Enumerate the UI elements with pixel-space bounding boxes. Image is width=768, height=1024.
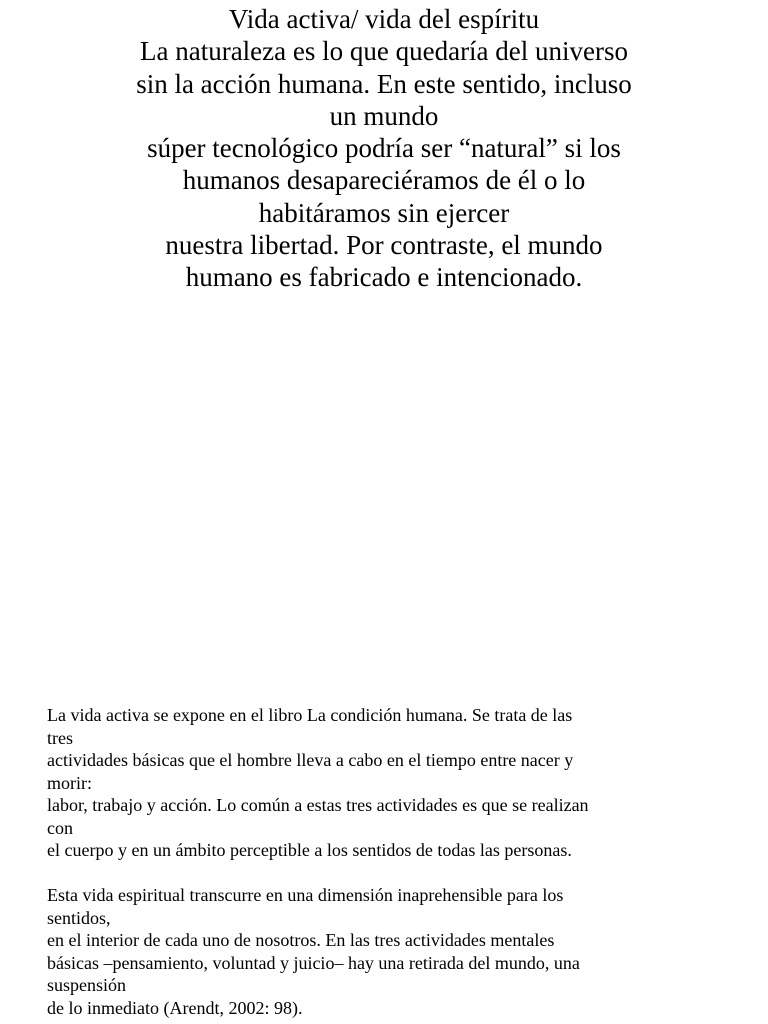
body-line: sentidos, (47, 907, 111, 928)
title-line: un mundo (329, 100, 439, 131)
body-line: morir: (47, 772, 92, 793)
slide-title (0, 3, 768, 294)
body-line: Esta vida espiritual transcurre en una dimensión inaprehensible para los (47, 885, 564, 905)
title-line: La naturaleza es lo que quedaría del universo (139, 36, 629, 67)
body-paragraph-vida-espiritual (47, 884, 727, 1019)
body-line: tres (47, 727, 73, 748)
body-line: suspensión (47, 975, 127, 995)
body-line: La vida activa se expone en el libro La condición humana. Se trata de las (47, 705, 573, 725)
title-line: humanos desapareciéramos de él o lo (182, 165, 586, 196)
slide-body (47, 704, 727, 1019)
body-line: de lo inmediato (Arendt, 2002: 98). (47, 997, 303, 1018)
body-line: el cuerpo y en un ámbito perceptible a los sentidos de todas las personas. (47, 840, 572, 860)
paragraph-spacer (47, 862, 727, 885)
body-line: con (47, 817, 73, 838)
title-line: Vida activa/ vida del espíritu (228, 4, 540, 34)
title-line: humano es fabricado e intencionado. (185, 262, 583, 293)
title-line: habitáramos sin ejercer (258, 197, 510, 228)
body-line: básicas –pensamiento, voluntad y juicio– hay una retirada del mundo, una (47, 952, 580, 973)
title-line: nuestra libertad. Por contraste, el mundo (165, 230, 603, 261)
body-line: en el interior de cada uno de nosotros. En las tres actividades mentales (47, 930, 555, 950)
title-line: súper tecnológico podría ser “natural” si los (147, 133, 621, 164)
title-line: sin la acción humana. En este sentido, incluso (136, 68, 632, 99)
body-line: labor, trabajo y acción. Lo común a estas tres actividades es que se realizan (47, 795, 589, 815)
body-paragraph-vida-activa (47, 704, 727, 862)
body-line: actividades básicas que el hombre lleva a cabo en el tiempo entre nacer y (47, 750, 574, 770)
